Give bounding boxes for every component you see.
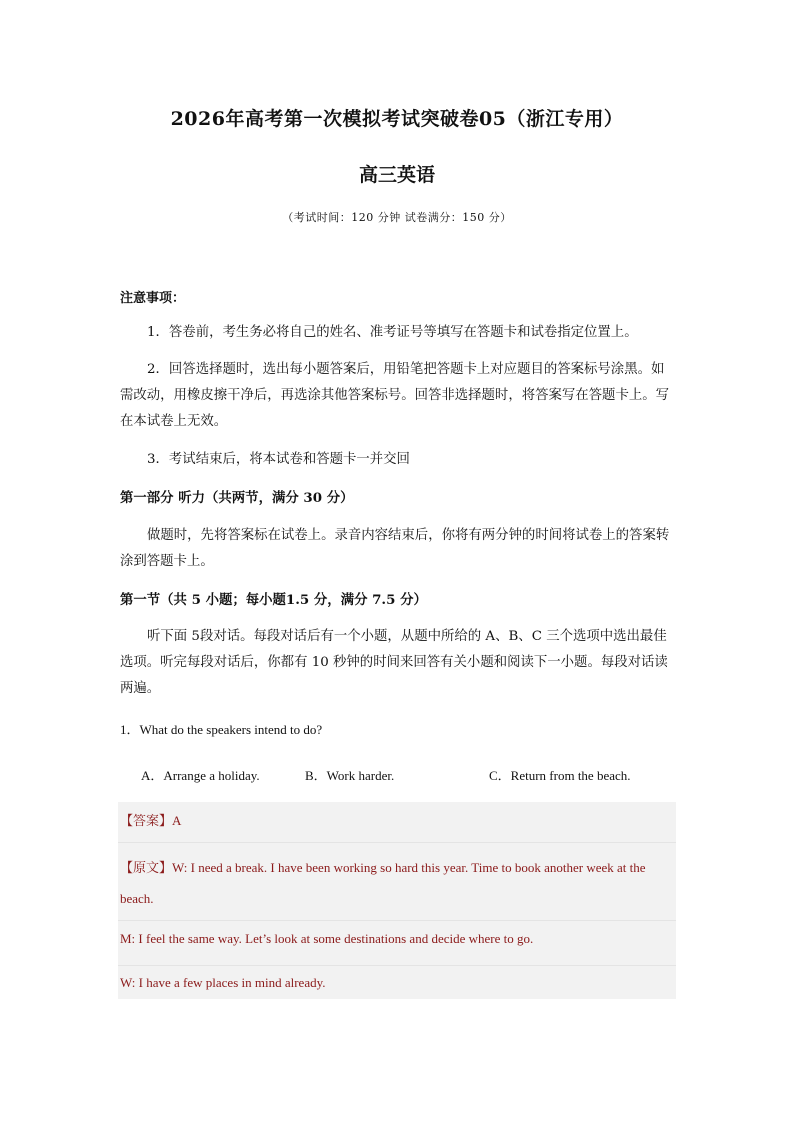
section1-heading: 第一节（共 5 小题；每小题1.5 分，满分 7.5 分） [120, 592, 427, 608]
transcript-line-2: M: I feel the same way. Let’s look at some destinations and decide where to go. [120, 931, 534, 946]
exam-info: （考试时间：120 分钟 试卷满分：150 分） [282, 211, 512, 224]
answer-divider [118, 842, 676, 843]
question-1-stem: 1．What do the speakers intend to do? [120, 722, 323, 737]
notice-item-2: 2．回答选择题时，选出每小题答案后，用铅笔把答题卡上对应题目的答案标号涂黑。如需改动，用橡皮擦干净后，再选涂其他答案标号。回答非选择题时，将答案写在答题卡上。写在本试卷上无效。 [120, 362, 670, 429]
transcript-line-3: W: I have a few places in mind already. [120, 975, 326, 990]
question-1-option-a: A．Arrange a holiday. [141, 768, 260, 783]
question-1-option-c: C．Return from the beach. [489, 768, 631, 783]
part1-heading: 第一部分 听力（共两节，满分 30 分） [120, 490, 354, 506]
answer-label: 【答案】A [120, 813, 182, 828]
transcript-line-1: 【原文】W: I need a break. I have been working so hard this year. Time to book another week at the beach. [120, 860, 646, 906]
notice-item-3: 3．考试结束后，将本试卷和答题卡一并交回 [147, 452, 410, 467]
section1-instructions: 听下面 5段对话。每段对话后有一个小题，从题中所给的 A、B、C 三个选项中选出最佳选项。听完每段对话后，你都有 10 秒钟的时间来回答有关小题和阅读下一小题。每段对话读两遍。 [120, 629, 668, 696]
transcript-divider [118, 965, 676, 966]
notice-heading: 注意事项： [120, 291, 186, 306]
transcript-divider [118, 920, 676, 921]
notice-item-1: 1．答卷前，考生务必将自己的姓名、准考证号等填写在答题卡和试卷指定位置上。 [147, 325, 638, 340]
part1-instructions: 做题时，先将答案标在试卷上。录音内容结束后，你将有两分钟的时间将试卷上的答案转涂到答题卡上。 [120, 528, 670, 569]
exam-title: 2026年高考第一次模拟考试突破卷05（浙江专用） [170, 108, 624, 130]
question-1-option-b: B．Work harder. [305, 768, 395, 783]
exam-subtitle: 高三英语 [358, 164, 435, 186]
